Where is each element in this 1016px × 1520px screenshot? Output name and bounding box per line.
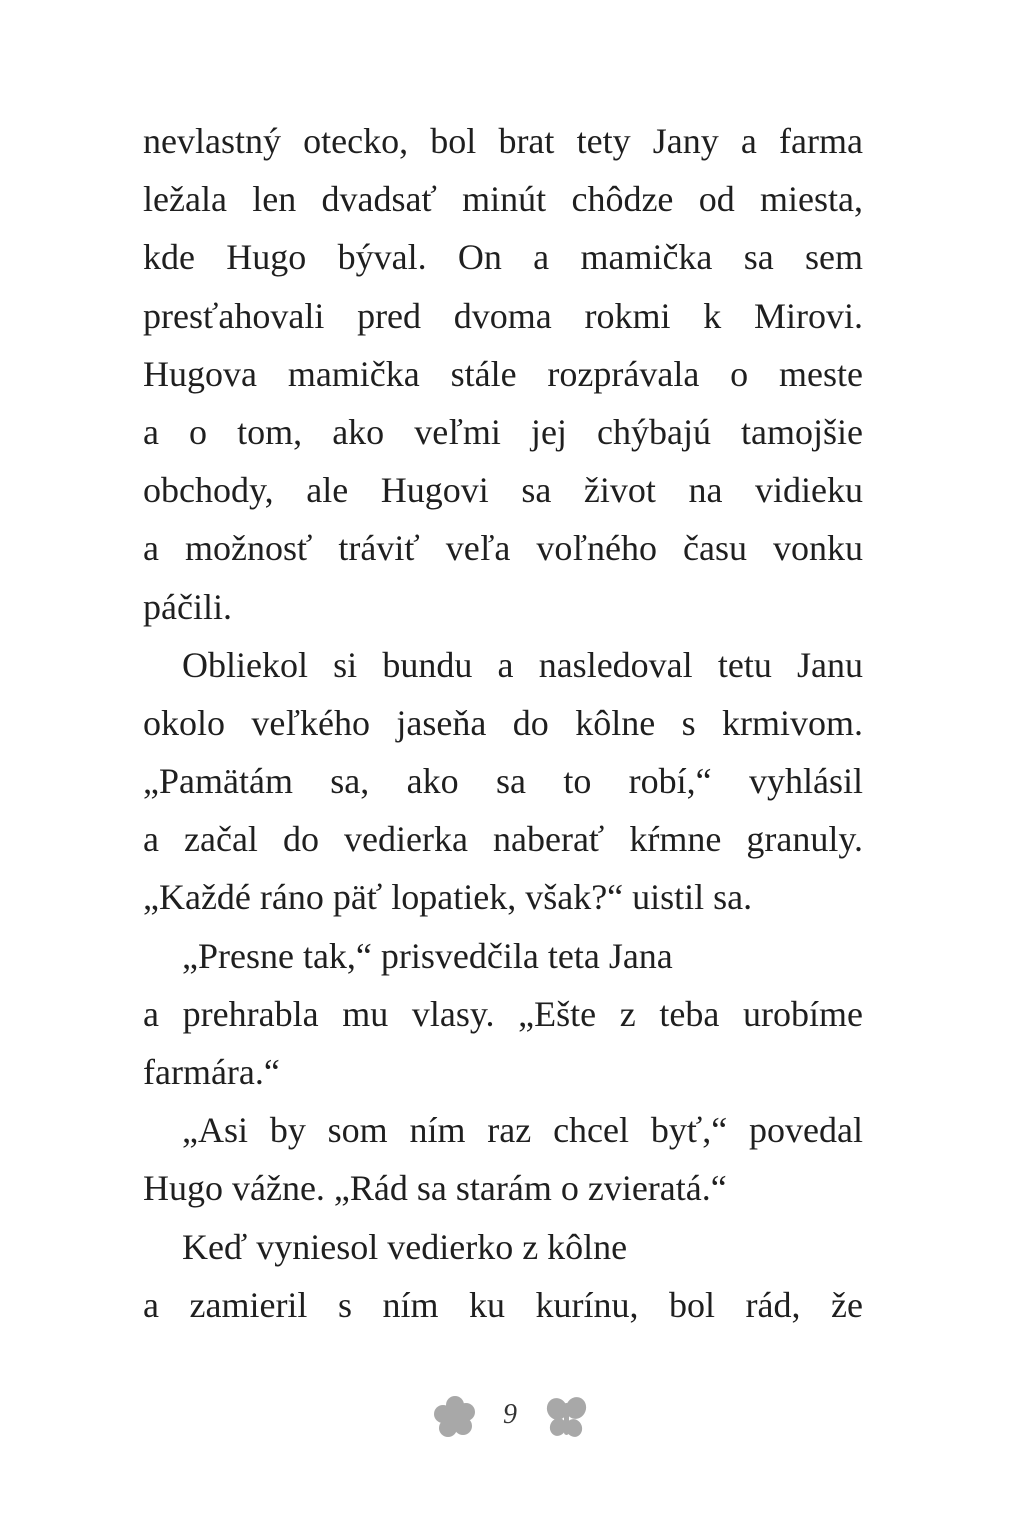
text-line: Keď vyniesol vedierko z kôlne bbox=[182, 1226, 628, 1267]
text-line: nevlastný otecko, bol brat tety Jany a farma bbox=[143, 121, 863, 161]
butterfly-icon bbox=[545, 1395, 589, 1441]
page-footer bbox=[0, 1395, 1016, 1445]
text-line: Hugo vážne. „Rád sa starám o zvieratá.“ bbox=[143, 1168, 727, 1209]
text-line: a začal do vedierka naberať kŕmne granuly. bbox=[143, 819, 863, 860]
text-line: ležala len dvadsať minút chôdze od miesta, bbox=[143, 179, 863, 220]
body-text bbox=[143, 112, 863, 1334]
text-line: „Každé ráno päť lopatiek, však?“ uistil sa. bbox=[143, 877, 753, 918]
text-line: „Asi by som ním raz chcel byť,“ povedal bbox=[182, 1110, 863, 1151]
text-line: „Pamätám sa, ako sa to robí,“ vyhlásil bbox=[143, 761, 863, 802]
text-line: a zamieril s ním ku kurínu, bol rád, že bbox=[143, 1284, 863, 1325]
page-number: 9 bbox=[503, 1399, 517, 1430]
flower-icon bbox=[432, 1395, 478, 1441]
text-line: Obliekol si bundu a nasledoval tetu Janu bbox=[182, 644, 863, 685]
text-line: a možnosť tráviť veľa voľného času vonku bbox=[143, 528, 863, 569]
text-line: páčili. bbox=[143, 586, 232, 627]
text-line: „Presne tak,“ prisvedčila teta Jana bbox=[182, 935, 673, 976]
text-line: Hugova mamička stále rozprávala o meste bbox=[143, 353, 863, 394]
text-line: a o tom, ako veľmi jej chýbajú tamojšie bbox=[143, 411, 863, 452]
text-line: okolo veľkého jaseňa do kôlne s krmivom. bbox=[143, 702, 863, 743]
text-line: presťahovali pred dvoma rokmi k Mirovi. bbox=[143, 295, 863, 336]
text-line: farmára.“ bbox=[143, 1052, 280, 1092]
text-line: kde Hugo býval. On a mamička sa sem bbox=[143, 237, 863, 278]
text-line: obchody, ale Hugovi sa život na vidieku bbox=[143, 470, 863, 511]
text-line: a prehrabla mu vlasy. „Ešte z teba urobíme bbox=[143, 993, 863, 1034]
